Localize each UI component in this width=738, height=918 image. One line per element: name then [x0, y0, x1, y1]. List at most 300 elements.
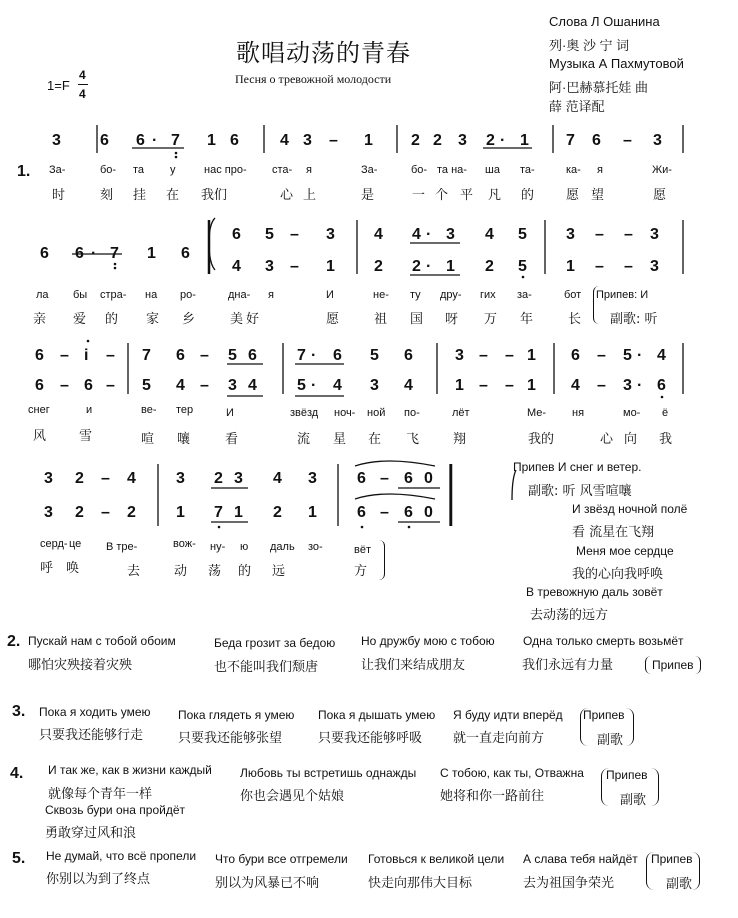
svg-text:6: 6	[84, 377, 93, 394]
verse-3-ru-2: Пока глядеть я умею	[178, 708, 295, 722]
svg-text:2: 2	[485, 258, 494, 275]
song-subtitle: Песня о тревожной молодости	[235, 72, 392, 86]
verse-2-cn-1: 哪怕灾殃接着灾殃	[28, 658, 133, 673]
lyric-ru: вёт	[354, 544, 371, 556]
lyric-ru: ной	[367, 407, 386, 419]
refrain-line: Меня мое сердце	[576, 544, 674, 558]
lyric-ru: ня	[572, 407, 585, 419]
lyric-cn: 嚷	[177, 432, 191, 447]
verse-3-cn-1: 只要我还能够行走	[39, 728, 144, 743]
lyric-ru: лёт	[452, 407, 470, 419]
svg-text:1: 1	[207, 132, 216, 149]
lyric-cn: 心	[600, 432, 614, 447]
verse-5-refrain-bracket	[646, 852, 700, 890]
credit-composer-ru: Музыка А Пахмутовой	[549, 56, 684, 71]
refrain-line: Припев И снег и ветер.	[513, 460, 642, 474]
lyric-cn: 方	[354, 564, 368, 579]
verse-4-ru-2: Любовь ты встретишь однажды	[240, 766, 417, 780]
svg-text:7: 7	[214, 504, 223, 521]
lyric-ru: За-	[49, 164, 66, 176]
svg-text:1: 1	[308, 504, 317, 521]
refrain-marker-cn: 副歌: 听	[610, 312, 658, 327]
lyric-ru: Ме-	[527, 407, 547, 419]
svg-text:–: –	[290, 226, 299, 243]
lyric-ru: И	[226, 407, 234, 419]
lyric-ru: ста-	[272, 164, 293, 176]
svg-text:–: –	[479, 347, 488, 364]
lyric-cn: 流	[297, 432, 311, 447]
verse-2-cn-4: 我们永远有力量	[522, 658, 614, 673]
lyric-cn: 时	[52, 188, 66, 203]
lyric-cn: 在	[368, 432, 382, 447]
lyric-ru: я	[306, 164, 312, 176]
svg-text:4: 4	[374, 226, 383, 243]
svg-text:3: 3	[650, 226, 659, 243]
lyric-cn: 动	[174, 564, 188, 579]
lyric-ru: За-	[361, 164, 378, 176]
verse-2-refrain: Припев	[645, 656, 701, 674]
svg-text:7: 7	[142, 347, 151, 364]
svg-text:3: 3	[458, 132, 467, 149]
lyric-ru: дру-	[440, 289, 462, 301]
svg-text:7: 7	[171, 132, 180, 149]
svg-text:4: 4	[127, 470, 136, 487]
credit-lyricist-ru: Слова Л Ошанина	[549, 14, 660, 29]
svg-text:6: 6	[404, 504, 413, 521]
lyric-cn: 雪	[79, 429, 93, 444]
svg-text:1: 1	[234, 504, 243, 521]
lyric-ru: И	[326, 289, 334, 301]
svg-text:3: 3	[326, 226, 335, 243]
refrain-line: 去动荡的远方	[530, 608, 609, 623]
lyric-cn: 唤	[66, 561, 80, 576]
lyric-ru: ро-	[180, 289, 196, 301]
svg-text:1: 1	[326, 258, 335, 275]
svg-text:3: 3	[455, 347, 464, 364]
svg-text:6: 6	[100, 132, 109, 149]
svg-text:6: 6	[230, 132, 239, 149]
verse-3-refrain-ru: Припев	[583, 708, 625, 722]
verse-5-cn-4: 去为祖国争荣光	[523, 876, 615, 891]
svg-text:5: 5	[518, 258, 527, 275]
verse-4-cn-1: 就像每个青年一样	[48, 787, 153, 802]
svg-text:4: 4	[176, 377, 185, 394]
verse-3-cn-3: 只要我还能够呼吸	[318, 731, 423, 746]
svg-text:5: 5	[297, 377, 306, 394]
svg-text:–: –	[479, 377, 488, 394]
svg-text:6: 6	[357, 504, 366, 521]
lyric-cn: 是	[361, 188, 375, 203]
verse-3-ru-3: Пока я дышать умею	[318, 708, 436, 722]
lyric-cn: 翔	[453, 432, 467, 447]
lyric-cn: 星	[333, 432, 347, 447]
svg-text:6: 6	[571, 347, 580, 364]
verse-2-ru-3: Но дружбу мою с тобою	[361, 634, 495, 648]
svg-text:2: 2	[75, 470, 84, 487]
verse-4-cn-4: 勇敢穿过风和浪	[45, 826, 137, 841]
lyric-ru: стра-	[100, 289, 127, 301]
lyric-ru: на	[145, 289, 158, 301]
verse-2-ru-2: Беда грозит за бедою	[214, 636, 336, 650]
verse-4-ru-4: Сквозь бури она пройдёт	[45, 803, 185, 817]
svg-text:·: ·	[426, 226, 432, 243]
lyric-cn: 喧	[141, 432, 155, 447]
verse-5-refrain-ru: Припев	[651, 852, 693, 866]
svg-text:3: 3	[566, 226, 575, 243]
lyric-ru: гих	[480, 289, 496, 301]
svg-text:–: –	[380, 504, 389, 521]
verse-3-refrain-cn: 副歌	[597, 733, 624, 748]
lyric-cn: 祖	[374, 312, 388, 327]
lyric-cn: 上	[303, 188, 317, 203]
svg-text:–: –	[597, 377, 606, 394]
verse-4-ru-3: С тобою, как ты, Отважна	[440, 766, 584, 780]
svg-text:1: 1	[527, 377, 536, 394]
svg-text:4: 4	[571, 377, 580, 394]
lyric-cn: 亲	[33, 312, 47, 327]
lyric-cn: 爱	[73, 312, 87, 327]
svg-text:3: 3	[44, 504, 53, 521]
svg-text:·: ·	[91, 245, 97, 262]
svg-text:–: –	[624, 258, 633, 275]
svg-text:6: 6	[75, 245, 84, 262]
lyric-ru: мо-	[623, 407, 641, 419]
lyric-cn: 风	[33, 429, 47, 444]
svg-text:2: 2	[75, 504, 84, 521]
svg-text:1: 1	[364, 132, 373, 149]
lyric-ru: бо-	[411, 164, 428, 176]
svg-text:–: –	[597, 347, 606, 364]
lyric-cn: 愿	[326, 312, 340, 327]
refrain-line: 我的心向我呼唤	[572, 567, 664, 582]
svg-text:1: 1	[147, 245, 156, 262]
lyric-ru: В тре-	[106, 541, 138, 553]
lyric-cn: 刻	[100, 188, 114, 203]
verse-3-cn-2: 只要我还能够张望	[178, 731, 283, 746]
svg-text:2: 2	[433, 132, 442, 149]
lyric-ru: ве-	[141, 404, 157, 416]
svg-text:3: 3	[623, 377, 632, 394]
lyric-ru: це	[69, 538, 82, 550]
svg-text:2: 2	[214, 470, 223, 487]
verse-2-cn-2: 也不能叫我们颓唐	[214, 660, 319, 675]
verse-5-ru-3: Готовься к великой цели	[368, 852, 505, 866]
credit-composer-cn: 阿·巴赫慕托娃 曲	[549, 80, 648, 95]
lyric-ru: дна-	[228, 289, 251, 301]
svg-text:3: 3	[176, 470, 185, 487]
verse-5-label: 5.	[12, 850, 26, 867]
svg-text:4: 4	[404, 377, 413, 394]
svg-text:2: 2	[412, 258, 421, 275]
svg-text:1: 1	[566, 258, 575, 275]
svg-text:6: 6	[248, 347, 257, 364]
verse-4-cn-3: 她将和你一路前往	[440, 789, 545, 804]
refrain-line: И звёзд ночной полё	[572, 502, 688, 516]
svg-text:5: 5	[623, 347, 632, 364]
verse-3-ru-4: Я буду идти вперёд	[453, 708, 563, 722]
svg-text:6: 6	[657, 377, 666, 394]
time-signature-top: 4	[79, 68, 86, 82]
lyric-cn: 美	[230, 312, 244, 327]
refrain-line: 看 流星在飞翔	[572, 525, 655, 540]
verse-1-label: 1.	[17, 163, 31, 180]
verse-4-ru-1: И так же, как в жизни каждый	[48, 763, 212, 777]
lyric-ru: ну-	[210, 541, 226, 553]
svg-text:4: 4	[333, 377, 342, 394]
svg-text:·: ·	[637, 347, 643, 364]
svg-text:·: ·	[500, 132, 506, 149]
svg-text:0: 0	[424, 470, 433, 487]
key-signature: 1=F	[47, 78, 70, 93]
svg-text:3: 3	[370, 377, 379, 394]
svg-text:4: 4	[273, 470, 282, 487]
svg-text:6: 6	[232, 226, 241, 243]
svg-text:1: 1	[455, 377, 464, 394]
lyric-cn: 平	[460, 188, 474, 203]
svg-text:6: 6	[404, 470, 413, 487]
lyric-ru: и	[86, 404, 93, 416]
lyric-cn: 心	[280, 188, 294, 203]
svg-text:4: 4	[280, 132, 289, 149]
lyric-ru: ноч-	[334, 407, 356, 419]
svg-text:7: 7	[297, 347, 306, 364]
lyric-ru: та на-	[437, 164, 467, 176]
lyric-cn: 万	[484, 312, 498, 327]
svg-text:–: –	[595, 258, 604, 275]
lyric-cn: 好	[246, 312, 260, 327]
svg-text:6: 6	[333, 347, 342, 364]
svg-text:–: –	[329, 132, 338, 149]
credit-lyricist-cn: 列·奥 沙 宁 词	[549, 38, 630, 53]
svg-text:4: 4	[412, 226, 421, 243]
svg-text:4: 4	[232, 258, 241, 275]
lyric-ru: вож-	[173, 538, 196, 550]
svg-text:·: ·	[311, 377, 317, 394]
lyric-cn: 个	[435, 188, 449, 203]
lyric-ru: Жи-	[652, 164, 672, 176]
verse-3-refrain-bracket	[580, 708, 634, 746]
svg-text:3: 3	[303, 132, 312, 149]
lyric-cn: 家	[146, 312, 160, 327]
svg-text:–: –	[290, 258, 299, 275]
lyric-cn: 荡	[208, 564, 222, 579]
verse-2-cn-3: 让我们来结成朋友	[361, 658, 466, 673]
svg-text:6: 6	[181, 245, 190, 262]
verse-5-cn-3: 快走向那伟大目标	[368, 876, 473, 891]
verse-3-label: 3.	[12, 703, 26, 720]
svg-text:i: i	[84, 347, 89, 364]
verse-4-label: 4.	[10, 765, 24, 782]
svg-text:·: ·	[426, 258, 432, 275]
svg-text:6: 6	[35, 347, 44, 364]
verse-5-cn-2: 别以为风暴已不响	[215, 876, 320, 891]
lyric-cn: 长	[568, 312, 582, 327]
svg-text:3: 3	[234, 470, 243, 487]
svg-text:6: 6	[176, 347, 185, 364]
svg-text:3: 3	[650, 258, 659, 275]
verse-2-ru-4: Одна только смерть возьмёт	[523, 634, 684, 648]
verse-5-ru-2: Что бури все отгремели	[215, 852, 348, 866]
lyric-ru: снег	[28, 404, 50, 416]
verse-4-refrain-cn: 副歌	[620, 793, 647, 808]
lyric-ru: ша	[485, 164, 500, 176]
svg-text:4: 4	[248, 377, 257, 394]
svg-text:–: –	[60, 347, 69, 364]
svg-text:6: 6	[40, 245, 49, 262]
lyric-ru: серд-	[40, 538, 68, 550]
svg-text:2: 2	[273, 504, 282, 521]
svg-text:–: –	[505, 377, 514, 394]
verse-5-ru-4: А слава тебя найдёт	[523, 852, 638, 866]
lyric-ru: я	[268, 289, 274, 301]
svg-text:2: 2	[374, 258, 383, 275]
lyric-cn: 去	[127, 564, 141, 579]
verse-5-ru-1: Не думай, что всё пропели	[46, 849, 197, 863]
svg-text:3: 3	[228, 377, 237, 394]
lyric-cn: 在	[166, 188, 180, 203]
lyric-cn: 我的	[528, 432, 555, 447]
verse-4-refrain-ru: Припев	[606, 768, 648, 782]
svg-text:3: 3	[653, 132, 662, 149]
lyric-cn: 望	[591, 188, 605, 203]
refrain-line: 副歌: 听 风雪喧嚷	[528, 484, 632, 499]
verse-4-cn-2: 你也会遇见个姑娘	[240, 789, 345, 804]
lyric-ru: ла	[36, 289, 49, 301]
lyric-ru: бот	[564, 289, 582, 301]
svg-text:6: 6	[35, 377, 44, 394]
svg-text:2: 2	[486, 132, 495, 149]
lyric-ru: звёзд	[290, 407, 319, 419]
lyric-ru: не-	[373, 289, 389, 301]
svg-text:0: 0	[424, 504, 433, 521]
lyric-ru: та-	[520, 164, 535, 176]
lyric-cn: 呀	[445, 312, 459, 327]
svg-text:6: 6	[136, 132, 145, 149]
svg-text:5: 5	[370, 347, 379, 364]
verse-3-cn-4: 就一直走向前方	[453, 731, 545, 746]
lyric-ru: ю	[240, 541, 249, 553]
svg-text:3: 3	[52, 132, 61, 149]
lyric-cn: 我们	[201, 188, 228, 203]
svg-text:–: –	[624, 226, 633, 243]
svg-text:–: –	[200, 377, 209, 394]
svg-text:2: 2	[127, 504, 136, 521]
svg-text:4: 4	[485, 226, 494, 243]
svg-text:5: 5	[518, 226, 527, 243]
svg-text:2: 2	[411, 132, 420, 149]
svg-text:·: ·	[637, 377, 643, 394]
lyric-cn: 凡	[488, 188, 502, 203]
lyric-cn: 一	[412, 188, 426, 203]
lyric-cn: 的	[105, 312, 119, 327]
lyric-ru: ту	[410, 289, 421, 301]
svg-text:–: –	[60, 377, 69, 394]
svg-text:5: 5	[228, 347, 237, 364]
verse-5-cn-1: 你别以为到了终点	[46, 872, 151, 887]
lyric-ru: бо-	[100, 164, 117, 176]
svg-text:–: –	[200, 347, 209, 364]
lyric-cn: 看	[225, 432, 239, 447]
lyric-cn: 的	[238, 564, 252, 579]
svg-text:–: –	[106, 377, 115, 394]
lyric-bracket	[378, 540, 385, 580]
lyric-cn: 的	[521, 188, 535, 203]
svg-text:1: 1	[527, 347, 536, 364]
svg-text:–: –	[101, 504, 110, 521]
svg-text:3: 3	[265, 258, 274, 275]
lyric-cn: 呼	[40, 561, 54, 576]
lyric-ru: ка-	[566, 164, 581, 176]
lyric-ru: я	[597, 164, 603, 176]
lyric-ru: тер	[176, 404, 194, 416]
svg-text:–: –	[623, 132, 632, 149]
svg-text:·: ·	[311, 347, 317, 364]
refrain-line: В тревожную даль зовёт	[526, 585, 663, 599]
svg-text:5: 5	[265, 226, 274, 243]
svg-text:–: –	[595, 226, 604, 243]
svg-text:1: 1	[446, 258, 455, 275]
svg-text:6: 6	[404, 347, 413, 364]
refrain-marker-ru: Припев: И	[596, 289, 649, 301]
lyric-cn: 我	[659, 432, 673, 447]
lyric-ru: ё	[662, 407, 669, 419]
lyric-cn: 年	[520, 312, 534, 327]
lyric-ru: зо-	[308, 541, 323, 553]
verse-3-ru-1: Пока я ходить умею	[39, 705, 151, 719]
lyric-ru: за-	[517, 289, 532, 301]
lyric-cn: 远	[272, 564, 286, 579]
lyric-cn: 挂	[133, 188, 147, 203]
svg-text:3: 3	[308, 470, 317, 487]
svg-text:–: –	[505, 347, 514, 364]
svg-text:7: 7	[566, 132, 575, 149]
verse-4-refrain-bracket	[601, 768, 659, 806]
credit-translator: 薛 范译配	[549, 99, 605, 114]
lyric-ru: бы	[73, 289, 88, 301]
svg-text:1: 1	[176, 504, 185, 521]
lyric-cn: 乡	[182, 312, 196, 327]
lyric-ru: даль	[270, 541, 295, 553]
lyric-cn: 向	[624, 432, 638, 447]
svg-text:6: 6	[592, 132, 601, 149]
lyric-cn: 飞	[406, 432, 420, 447]
svg-text:3: 3	[44, 470, 53, 487]
verse-2-ru-1: Пускай нам с тобой обоим	[28, 634, 176, 648]
lyric-ru: у	[170, 164, 176, 176]
svg-text:·: ·	[152, 132, 158, 149]
svg-text:4: 4	[657, 347, 666, 364]
time-signature-bottom: 4	[79, 87, 86, 101]
verse-2-label: 2.	[7, 633, 21, 650]
svg-text:6: 6	[357, 470, 366, 487]
verse-5-refrain-cn: 副歌	[666, 877, 693, 892]
lyric-cn: 愿	[653, 188, 667, 203]
svg-text:–: –	[380, 470, 389, 487]
lyric-cn: 愿	[566, 188, 580, 203]
svg-text:–: –	[101, 470, 110, 487]
song-title: 歌唱动荡的青春	[236, 39, 411, 67]
lyric-ru: по-	[404, 407, 420, 419]
svg-text:7: 7	[110, 245, 119, 262]
refrain-bracket	[593, 286, 600, 324]
lyric-ru: нас про-	[204, 164, 247, 176]
lyric-cn: 国	[410, 312, 424, 327]
svg-text:5: 5	[142, 377, 151, 394]
svg-text:–: –	[106, 347, 115, 364]
lyric-ru: та	[133, 164, 145, 176]
svg-text:1: 1	[520, 132, 529, 149]
svg-text:3: 3	[446, 226, 455, 243]
